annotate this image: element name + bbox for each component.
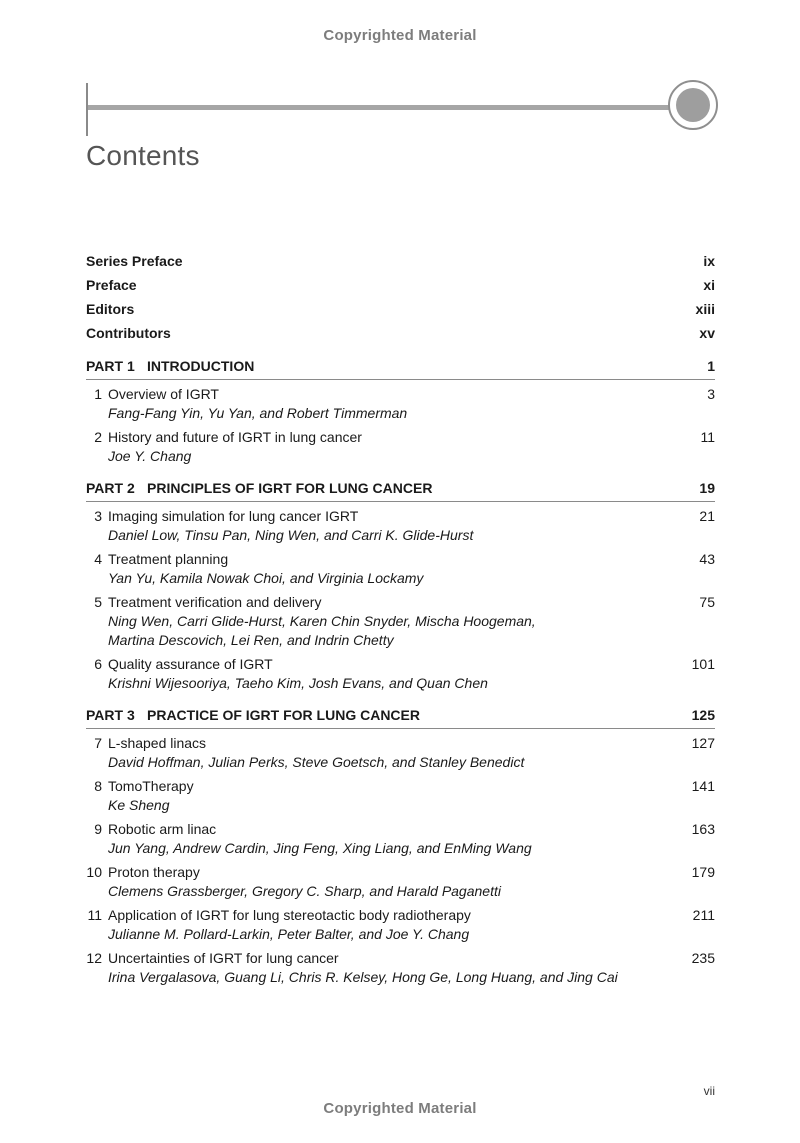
chapter-number: 10 xyxy=(86,864,102,880)
chapter-page: 11 xyxy=(700,429,715,445)
part-title: INTRODUCTION xyxy=(147,358,255,374)
chapter-authors: Krishni Wijesooriya, Taeho Kim, Josh Evans, and Quan Chen xyxy=(108,675,488,691)
chapter-number: 9 xyxy=(94,821,102,837)
chapter-title: Treatment planning xyxy=(108,551,229,567)
chapter-number: 7 xyxy=(94,735,102,751)
chapter-title: Robotic arm linac xyxy=(108,821,217,837)
chapter-title: History and future of IGRT in lung cancer xyxy=(108,429,362,445)
watermark-top: Copyrighted Material xyxy=(323,27,477,44)
table-of-contents xyxy=(86,251,715,992)
chapter-title: Treatment verification and delivery xyxy=(108,594,322,610)
chapter-page: 3 xyxy=(707,386,715,402)
chapter-number: 4 xyxy=(94,551,102,567)
chapter-authors: Daniel Low, Tinsu Pan, Ning Wen, and Carri K. Glide-Hurst xyxy=(108,527,474,543)
part-title: PRINCIPLES OF IGRT FOR LUNG CANCER xyxy=(147,480,433,496)
part-heading[interactable] xyxy=(86,357,715,380)
chapter-authors: Fang-Fang Yin, Yu Yan, and Robert Timmerman xyxy=(108,405,408,421)
chapter-title: Uncertainties of IGRT for lung cancer xyxy=(108,950,339,966)
part-number: PART 1 xyxy=(86,358,135,374)
chapter-authors: Ke Sheng xyxy=(108,797,170,813)
chapter-entry[interactable] xyxy=(86,777,715,815)
chapter-entry[interactable] xyxy=(86,550,715,588)
chapter-entry[interactable] xyxy=(86,385,715,423)
header-circle-ornament-fill xyxy=(676,88,710,122)
front-matter-entry[interactable] xyxy=(86,275,715,299)
chapter-number: 11 xyxy=(87,907,102,923)
chapter-authors: Joe Y. Chang xyxy=(108,448,192,464)
chapter-entry[interactable] xyxy=(86,655,715,693)
page-number: vii xyxy=(703,1084,715,1098)
front-matter-entry[interactable] xyxy=(86,251,715,275)
part-heading[interactable] xyxy=(86,479,715,502)
chapter-page: 211 xyxy=(692,907,715,923)
chapter-number: 1 xyxy=(94,386,102,402)
chapter-page: 179 xyxy=(691,864,715,880)
front-matter-page: xv xyxy=(699,325,715,341)
part-page: 19 xyxy=(699,480,715,496)
chapter-number: 5 xyxy=(94,594,102,610)
chapter-number: 12 xyxy=(86,950,102,966)
front-matter-label: Contributors xyxy=(86,325,171,341)
page-title: Contents xyxy=(86,140,200,171)
chapter-number: 3 xyxy=(94,508,102,524)
chapter-page: 141 xyxy=(691,778,715,794)
chapter-page: 101 xyxy=(691,656,715,672)
chapter-title: Proton therapy xyxy=(108,864,200,880)
chapter-page: 43 xyxy=(699,551,715,567)
chapter-page: 21 xyxy=(699,508,715,524)
chapter-number: 8 xyxy=(94,778,102,794)
header-horizontal-rule xyxy=(88,105,670,110)
chapter-authors: Irina Vergalasova, Guang Li, Chris R. Kelsey, Hong Ge, Long Huang, and Jing Cai xyxy=(108,969,618,985)
front-matter-entry[interactable] xyxy=(86,299,715,323)
front-matter-page: ix xyxy=(703,253,715,269)
part-number: PART 3 xyxy=(86,707,135,723)
chapter-page: 75 xyxy=(699,594,715,610)
front-matter-entry[interactable] xyxy=(86,323,715,347)
chapter-authors: David Hoffman, Julian Perks, Steve Goetsch, and Stanley Benedict xyxy=(108,754,525,770)
chapter-title: Imaging simulation for lung cancer IGRT xyxy=(108,508,359,524)
chapter-authors: Jun Yang, Andrew Cardin, Jing Feng, Xing Liang, and EnMing Wang xyxy=(108,840,532,856)
part-page: 125 xyxy=(691,707,715,723)
chapter-entry[interactable] xyxy=(86,906,715,944)
chapter-entry[interactable] xyxy=(86,863,715,901)
part-number: PART 2 xyxy=(86,480,135,496)
chapter-authors: Clemens Grassberger, Gregory C. Sharp, and Harald Paganetti xyxy=(108,883,501,899)
chapter-title: Application of IGRT for lung stereotactic body radiotherapy xyxy=(108,907,471,923)
chapter-entry[interactable] xyxy=(86,428,715,466)
chapter-authors-continued: Martina Descovich, Lei Ren, and Indrin Chetty xyxy=(108,632,394,648)
chapter-title: L-shaped linacs xyxy=(108,735,207,751)
part-heading[interactable] xyxy=(86,706,715,729)
front-matter-label: Editors xyxy=(86,301,135,317)
chapter-entry[interactable] xyxy=(86,820,715,858)
front-matter-page: xiii xyxy=(695,301,715,317)
chapter-number: 2 xyxy=(94,429,102,445)
chapter-title: Overview of IGRT xyxy=(108,386,219,402)
chapter-page: 163 xyxy=(691,821,715,837)
front-matter-page: xi xyxy=(703,277,715,293)
front-matter-list xyxy=(86,251,715,347)
part-title: PRACTICE OF IGRT FOR LUNG CANCER xyxy=(147,707,420,723)
chapter-page: 235 xyxy=(691,950,715,966)
chapter-authors: Ning Wen, Carri Glide-Hurst, Karen Chin Snyder, Mischa Hoogeman, xyxy=(108,613,536,629)
chapter-entry[interactable] xyxy=(86,507,715,545)
chapter-entry[interactable] xyxy=(86,949,715,987)
chapter-authors: Yan Yu, Kamila Nowak Choi, and Virginia Lockamy xyxy=(108,570,424,586)
chapter-title: TomoTherapy xyxy=(108,778,194,794)
front-matter-label: Preface xyxy=(86,277,137,293)
chapter-authors: Julianne M. Pollard-Larkin, Peter Balter, and Joe Y. Chang xyxy=(108,926,470,942)
chapter-entry[interactable] xyxy=(86,593,715,650)
front-matter-label: Series Preface xyxy=(86,253,183,269)
watermark-bottom: Copyrighted Material xyxy=(323,1100,477,1117)
chapter-entry[interactable] xyxy=(86,734,715,772)
chapter-page: 127 xyxy=(691,735,715,751)
chapter-title: Quality assurance of IGRT xyxy=(108,656,273,672)
chapter-number: 6 xyxy=(94,656,102,672)
part-page: 1 xyxy=(707,358,715,374)
